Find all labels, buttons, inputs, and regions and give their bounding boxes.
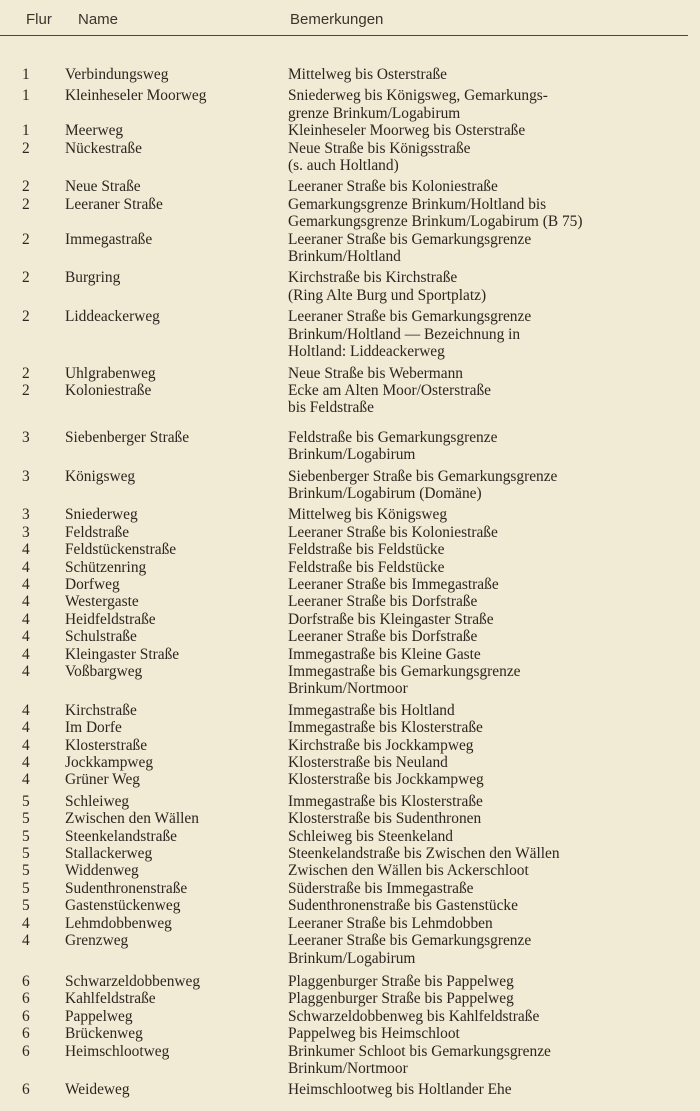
remark <box>288 196 693 231</box>
flur-number: 3 <box>22 506 30 524</box>
remark-line: Feldstraße bis Feldstücke <box>288 558 445 576</box>
flur-number: 1 <box>22 87 30 105</box>
remark-line: Dorfstraße bis Kleingaster Straße <box>288 610 494 628</box>
remark-line: Klosterstraße bis Sudenthronen <box>288 810 482 828</box>
remark-line: Brinkum/Nortmoor <box>288 680 408 698</box>
remark <box>288 611 693 628</box>
flur-number: 6 <box>22 990 30 1008</box>
remark <box>288 559 693 576</box>
remark-line: Pappelweg bis Heimschloot <box>288 1025 460 1043</box>
remark <box>288 468 693 503</box>
remark <box>288 576 693 593</box>
remark <box>288 702 693 719</box>
flur-number: 3 <box>22 428 30 446</box>
remark-line: Brinkum/Logabirum (Domäne) <box>288 484 482 502</box>
street-name: Steenkelandstraße <box>65 827 177 845</box>
flur-number: 2 <box>22 364 30 382</box>
street-name: Liddeackerweg <box>65 308 160 326</box>
street-name: Im Dorfe <box>65 719 122 737</box>
remark <box>288 122 693 139</box>
flur-number: 4 <box>22 663 30 680</box>
remark <box>288 990 693 1007</box>
table-row <box>0 719 700 736</box>
remark-line: Leeraner Straße bis Koloniestraße <box>288 523 498 541</box>
flur-number: 4 <box>22 932 30 950</box>
remark <box>288 810 693 827</box>
table-row <box>0 365 700 382</box>
remark <box>288 897 693 914</box>
street-name: Klosterstraße <box>65 736 148 754</box>
street-name: Stallackerweg <box>65 845 153 863</box>
remark-line: Klosterstraße bis Neuland <box>288 754 448 772</box>
flur-number: 3 <box>22 523 30 541</box>
table-row <box>0 828 700 845</box>
remark <box>288 140 693 175</box>
remark-line: Heimschlootweg bis Holtlander Ehe <box>288 1081 512 1099</box>
remark <box>288 429 693 464</box>
remark-line: Neue Straße bis Königsstraße <box>288 139 471 157</box>
table-row <box>0 196 700 231</box>
street-name: Gastenstückenweg <box>65 897 181 915</box>
remark <box>288 737 693 754</box>
remark-line: Kirchstraße bis Kirchstraße <box>288 269 458 287</box>
flur-number: 4 <box>22 575 30 593</box>
street-name: Immegastraße <box>65 230 153 248</box>
remark-line: Siebenberger Straße bis Gemarkungsgrenze <box>288 467 558 485</box>
flur-number: 2 <box>22 178 30 196</box>
remark <box>288 269 693 304</box>
flur-number: 5 <box>22 827 30 845</box>
table-row <box>0 140 700 175</box>
remark <box>288 828 693 845</box>
street-name: Königsweg <box>65 467 136 485</box>
table-row <box>0 231 700 266</box>
flur-number: 5 <box>22 792 30 810</box>
street-name: Burgring <box>65 269 121 287</box>
flur-number: 4 <box>22 719 30 737</box>
table-row <box>0 611 700 628</box>
table-row <box>0 468 700 503</box>
flur-number: 6 <box>22 1025 30 1043</box>
street-name: Voßbargweg <box>65 663 143 680</box>
remark <box>288 231 693 266</box>
table-header <box>0 0 700 34</box>
table-row <box>0 932 700 967</box>
remark-line: Leeraner Straße bis Lehmdobben <box>288 914 493 932</box>
street-name: Weideweg <box>65 1081 130 1099</box>
flur-number: 1 <box>22 122 30 140</box>
street-name: Lehmdobbenweg <box>65 914 172 932</box>
street-list <box>0 66 700 1099</box>
street-name: Verbindungsweg <box>65 66 169 83</box>
street-name: Siebenberger Straße <box>65 428 190 446</box>
remark-line: Steenkelandstraße bis Zwischen den Wällen <box>288 845 560 863</box>
street-name: Feldstückenstraße <box>65 541 177 559</box>
remark <box>288 1043 693 1078</box>
remark <box>288 932 693 967</box>
remark-line: Süderstraße bis Immegastraße <box>288 879 474 897</box>
street-name: Widdenweg <box>65 862 139 880</box>
remark-line: Leeraner Straße bis Koloniestraße <box>288 178 498 196</box>
header-name: Name <box>78 11 119 28</box>
remark-line: Leeraner Straße bis Dorfstraße <box>288 628 478 646</box>
remark-line: Kleinheseler Moorweg bis Osterstraße <box>288 122 526 140</box>
street-name: Kleinheseler Moorweg <box>65 87 207 105</box>
remark <box>288 308 693 360</box>
remark-line: Neue Straße bis Webermann <box>288 364 463 382</box>
remark <box>288 880 693 897</box>
street-name: Schwarzeldobbenweg <box>65 972 201 990</box>
table-row <box>0 506 700 523</box>
table-row <box>0 576 700 593</box>
street-name: Dorfweg <box>65 575 120 593</box>
street-name: Meerweg <box>65 122 124 140</box>
flur-number: 5 <box>22 845 30 863</box>
flur-number: 2 <box>22 269 30 287</box>
remark <box>288 524 693 541</box>
table-row <box>0 897 700 914</box>
remark-line: Feldstraße bis Gemarkungsgrenze <box>288 428 498 446</box>
flur-number: 4 <box>22 610 30 628</box>
street-name: Schützenring <box>65 558 147 576</box>
flur-number: 4 <box>22 541 30 559</box>
street-name: Nückestraße <box>65 139 142 157</box>
table-row <box>0 178 700 195</box>
remark-line: Immegastraße bis Klosterstraße <box>288 719 483 737</box>
table-row <box>0 845 700 862</box>
remark-line: Schwarzeldobbenweg bis Kahlfeldstraße <box>288 1007 540 1025</box>
street-name: Sudenthronenstraße <box>65 879 188 897</box>
flur-number: 2 <box>22 308 30 326</box>
flur-number: 6 <box>22 1042 30 1060</box>
table-row <box>0 973 700 990</box>
flur-number: 4 <box>22 593 30 611</box>
remark-line: Leeraner Straße bis Gemarkungsgrenze <box>288 932 532 950</box>
remark-line: Zwischen den Wällen bis Ackerschloot <box>288 862 529 880</box>
remark <box>288 973 693 990</box>
remark <box>288 1008 693 1025</box>
street-name: Grüner Weg <box>65 771 140 789</box>
table-row <box>0 754 700 771</box>
remark-line: Immegastraße bis Klosterstraße <box>288 792 483 810</box>
remark-line: Mittelweg bis Königsweg <box>288 506 448 524</box>
flur-number: 5 <box>22 810 30 828</box>
flur-number: 2 <box>22 139 30 157</box>
flur-number: 6 <box>22 1081 30 1099</box>
table-row <box>0 862 700 879</box>
table-row <box>0 308 700 360</box>
table-row <box>0 269 700 304</box>
remark <box>288 646 693 663</box>
remark-line: Mittelweg bis Osterstraße <box>288 66 448 83</box>
remark-line: Leeraner Straße bis Dorfstraße <box>288 593 478 611</box>
table-row <box>0 771 700 788</box>
street-name: Kahlfeldstraße <box>65 990 156 1008</box>
remark <box>288 915 693 932</box>
street-name: Uhlgrabenweg <box>65 364 156 382</box>
table-row <box>0 663 700 698</box>
header-bemerkungen: Bemerkungen <box>290 11 384 28</box>
flur-number: 4 <box>22 701 30 719</box>
table-row <box>0 559 700 576</box>
table-row <box>0 793 700 810</box>
remark <box>288 845 693 862</box>
street-name: Heimschlootweg <box>65 1042 170 1060</box>
flur-number: 4 <box>22 628 30 646</box>
table-row <box>0 1025 700 1042</box>
remark-line: Sudenthronenstraße bis Gastenstücke <box>288 897 518 915</box>
flur-number: 2 <box>22 381 30 399</box>
remark <box>288 178 693 195</box>
remark-line: Immegastraße bis Gemarkungsgrenze <box>288 663 521 680</box>
remark-line: Schleiweg bis Steenkeland <box>288 827 453 845</box>
remark-line: Gemarkungsgrenze Brinkum/Holtland bis <box>288 195 547 213</box>
flur-number: 6 <box>22 972 30 990</box>
table-row <box>0 1081 700 1098</box>
table-row <box>0 524 700 541</box>
table-row <box>0 382 700 417</box>
remark-line: Brinkum/Holtland — Bezeichnung in <box>288 325 521 343</box>
street-name: Brückenweg <box>65 1025 143 1043</box>
table-row <box>0 541 700 558</box>
remark-line: Leeraner Straße bis Gemarkungsgrenze <box>288 230 532 248</box>
remark <box>288 365 693 382</box>
street-name: Feldstraße <box>65 523 130 541</box>
street-name: Schleiweg <box>65 792 130 810</box>
remark <box>288 541 693 558</box>
remark-line: Ecke am Alten Moor/Osterstraße <box>288 381 492 399</box>
remark-line: Klosterstraße bis Jockkampweg <box>288 771 484 789</box>
flur-number: 4 <box>22 736 30 754</box>
street-name: Kirchstraße <box>65 701 137 719</box>
flur-number: 1 <box>22 66 30 83</box>
street-name: Heidfeldstraße <box>65 610 156 628</box>
remark <box>288 771 693 788</box>
flur-number: 4 <box>22 645 30 663</box>
remark-line: grenze Brinkum/Logabirum <box>288 104 461 122</box>
table-row <box>0 737 700 754</box>
remark <box>288 1025 693 1042</box>
remark <box>288 382 693 417</box>
remark-line: Brinkum/Nortmoor <box>288 1059 408 1077</box>
table-row <box>0 702 700 719</box>
table-row <box>0 990 700 1007</box>
flur-number: 4 <box>22 754 30 772</box>
table-row <box>0 880 700 897</box>
remark-line: Brinkumer Schloot bis Gemarkungsgrenze <box>288 1042 551 1060</box>
remark <box>288 719 693 736</box>
remark-line: Immegastraße bis Holtland <box>288 701 455 719</box>
flur-number: 2 <box>22 230 30 248</box>
table-row <box>0 593 700 610</box>
remark-line: Feldstraße bis Feldstücke <box>288 541 445 559</box>
remark-line: Brinkum/Logabirum <box>288 949 416 967</box>
remark-line: Brinkum/Logabirum <box>288 446 416 464</box>
remark <box>288 593 693 610</box>
remark <box>288 793 693 810</box>
street-name: Leeraner Straße <box>65 195 163 213</box>
header-rule <box>0 35 688 36</box>
remark-line: (s. auch Holtland) <box>288 157 399 175</box>
remark-line: (Ring Alte Burg und Sportplatz) <box>288 286 487 304</box>
remark <box>288 1081 693 1098</box>
street-name: Westergaste <box>65 593 139 611</box>
remark <box>288 66 693 83</box>
street-name: Schulstraße <box>65 628 137 646</box>
street-name: Kleingaster Straße <box>65 645 180 663</box>
table-row <box>0 87 700 122</box>
remark-line: Plaggenburger Straße bis Pappelweg <box>288 990 514 1008</box>
street-name: Zwischen den Wällen <box>65 810 199 828</box>
remark-line: Holtland: Liddeackerweg <box>288 343 445 361</box>
flur-number: 5 <box>22 879 30 897</box>
header-flur: Flur <box>26 11 52 28</box>
remark <box>288 87 693 122</box>
flur-number: 4 <box>22 771 30 789</box>
table-row <box>0 628 700 645</box>
remark-line: bis Feldstraße <box>288 399 374 417</box>
remark <box>288 506 693 523</box>
remark <box>288 663 693 698</box>
table-row <box>0 1043 700 1078</box>
remark-line: Immegastraße bis Kleine Gaste <box>288 645 481 663</box>
flur-number: 2 <box>22 195 30 213</box>
remark-line: Sniederweg bis Königsweg, Gemarkungs- <box>288 87 548 105</box>
table-row <box>0 122 700 139</box>
street-name: Sniederweg <box>65 506 138 524</box>
flur-number: 5 <box>22 862 30 880</box>
remark-line: Kirchstraße bis Jockkampweg <box>288 736 474 754</box>
remark <box>288 754 693 771</box>
remark-line: Leeraner Straße bis Gemarkungsgrenze <box>288 308 532 326</box>
street-name: Jockkampweg <box>65 754 154 772</box>
remark <box>288 628 693 645</box>
remark-line: Gemarkungsgrenze Brinkum/Logabirum (B 75) <box>288 213 583 231</box>
table-row <box>0 429 700 464</box>
flur-number: 3 <box>22 467 30 485</box>
table-row <box>0 646 700 663</box>
remark <box>288 862 693 879</box>
flur-number: 4 <box>22 914 30 932</box>
street-name: Koloniestraße <box>65 381 152 399</box>
remark-line: Brinkum/Holtland <box>288 248 401 266</box>
remark-line: Plaggenburger Straße bis Pappelweg <box>288 972 514 990</box>
table-row <box>0 915 700 932</box>
flur-number: 6 <box>22 1007 30 1025</box>
table-row <box>0 1008 700 1025</box>
street-name: Neue Straße <box>65 178 141 196</box>
table-row <box>0 66 700 83</box>
flur-number: 4 <box>22 558 30 576</box>
flur-number: 5 <box>22 897 30 915</box>
table-row <box>0 810 700 827</box>
remark-line: Leeraner Straße bis Immegastraße <box>288 575 499 593</box>
street-name: Grenzweg <box>65 932 129 950</box>
street-name: Pappelweg <box>65 1007 133 1025</box>
